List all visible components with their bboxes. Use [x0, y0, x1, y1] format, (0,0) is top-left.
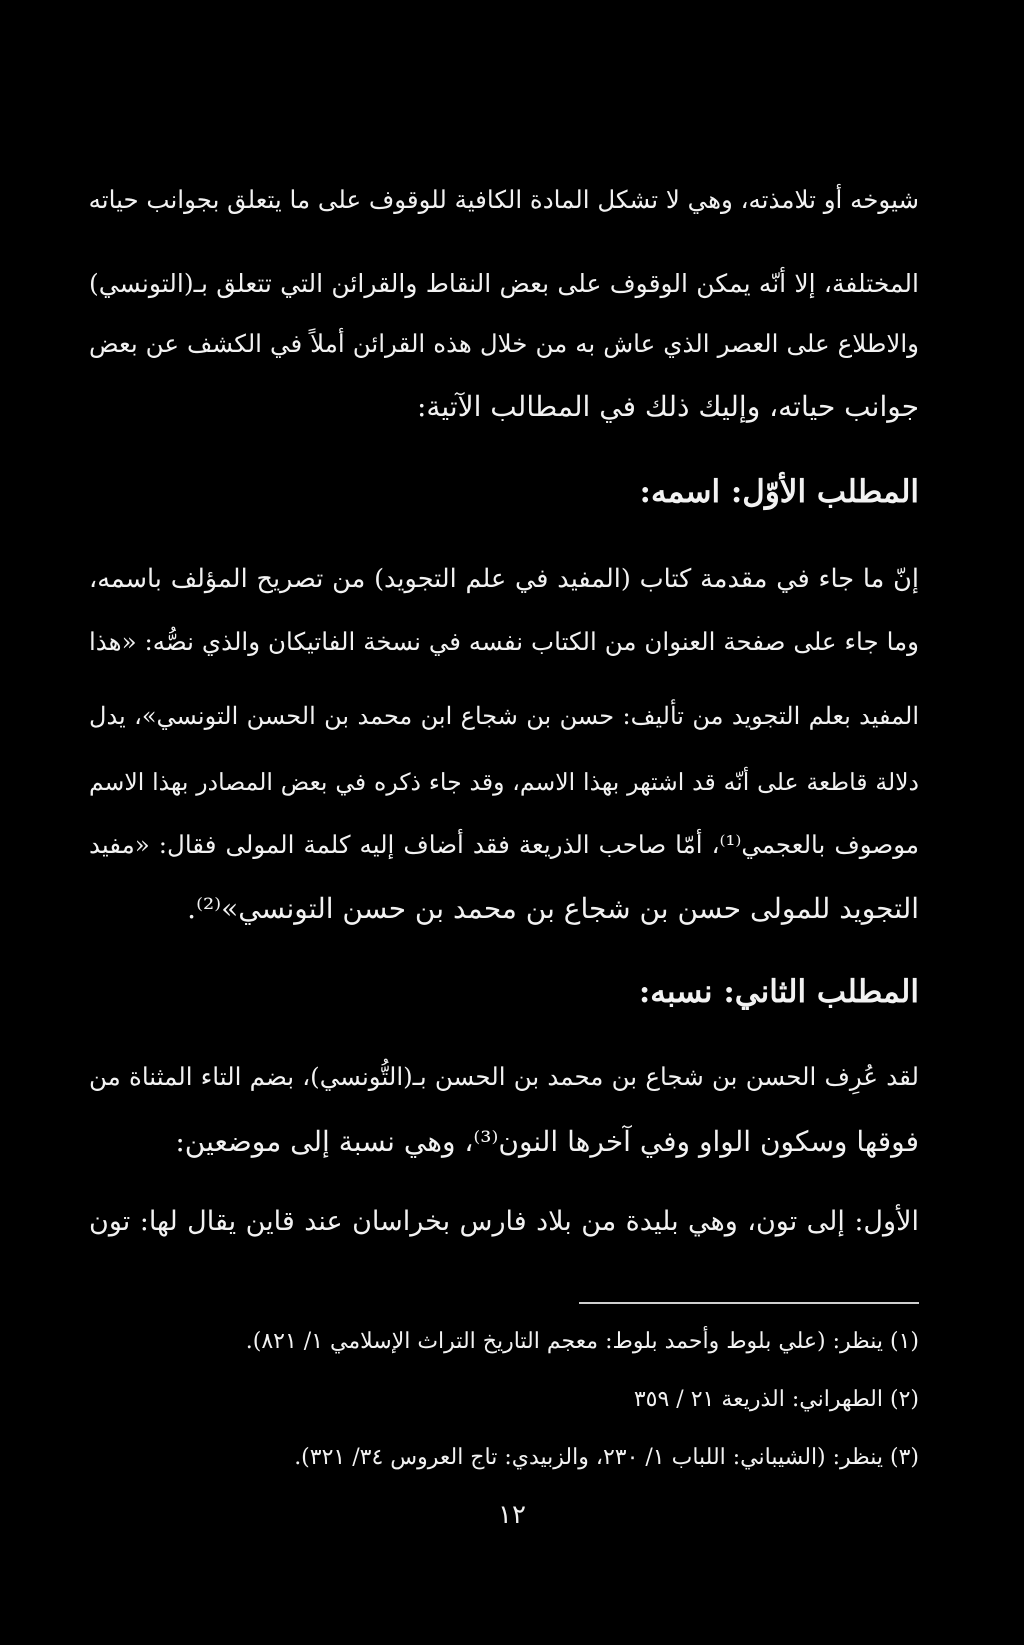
- text-line: إنّ ما جاء في مقدمة كتاب (المفيد في علم التجويد) من تصريح المؤلف باسمه،: [89, 564, 919, 594]
- footnote: (١) ينظر: (علي بلوط وأحمد بلوط: معجم التاريخ التراث الإسلامي ١/ ٨٢١).: [245, 1329, 919, 1354]
- text-line: دلالة قاطعة على أنّه قد اشتهر بهذا الاسم، وقد جاء ذكره في بعض المصادر بهذا الاسم: [89, 768, 919, 796]
- text-line: المختلفة، إلا أنّه يمكن الوقوف على بعض النقاط والقرائن التي تتعلق بـ(التونسي): [89, 269, 919, 298]
- text-line: الأول: إلى تون، وهي بليدة من بلاد فارس بخراسان عند قاين يقال لها: تون: [89, 1206, 919, 1237]
- text-line: التجويد للمولى حسن بن شجاع بن محمد بن حسن التونسي»⁽²⁾.: [187, 892, 919, 925]
- text-line: لقد عُرِف الحسن بن شجاع بن محمد بن الحسن بـ(التُّونسي)، بضم التاء المثناة من: [89, 1062, 919, 1091]
- section-heading-lineage: المطلب الثاني: نسبه:: [638, 974, 919, 1010]
- section-heading-name: المطلب الأوّل: اسمه:: [639, 474, 919, 510]
- footnote-divider: [579, 1302, 919, 1304]
- text-line: وما جاء على صفحة العنوان من الكتاب نفسه في نسخة الفاتيكان والذي نصُّه: «هذا: [89, 627, 919, 656]
- text-line: موصوف بالعجمي⁽¹⁾، أمّا صاحب الذريعة فقد أضاف إليه كلمة المولى فقال: «مفيد: [89, 830, 919, 859]
- text-line: والاطلاع على العصر الذي عاش به من خلال هذه القرائن أملاً في الكشف عن بعض: [89, 329, 919, 358]
- page-number: ١٢: [498, 1500, 526, 1530]
- footnote: (٣) ينظر: (الشيباني: اللباب ١/ ٢٣٠، والزبيدي: تاج العروس ٣٤/ ٣٢١).: [294, 1445, 919, 1470]
- text-line: جوانب حياته، وإليك ذلك في المطالب الآتية:: [416, 390, 919, 423]
- text-line: المفيد بعلم التجويد من تأليف: حسن بن شجاع ابن محمد بن الحسن التونسي»، يدل: [89, 702, 919, 730]
- text-line: شيوخه أو تلامذته، وهي لا تشكل المادة الكافية للوقوف على ما يتعلق بجوانب حياته: [89, 185, 919, 214]
- text-line: فوقها وسكون الواو وفي آخرها النون⁽³⁾، وهي نسبة إلى موضعين:: [175, 1125, 919, 1158]
- footnote: (٢) الطهراني: الذريعة ٢١ / ٣٥٩: [633, 1387, 919, 1412]
